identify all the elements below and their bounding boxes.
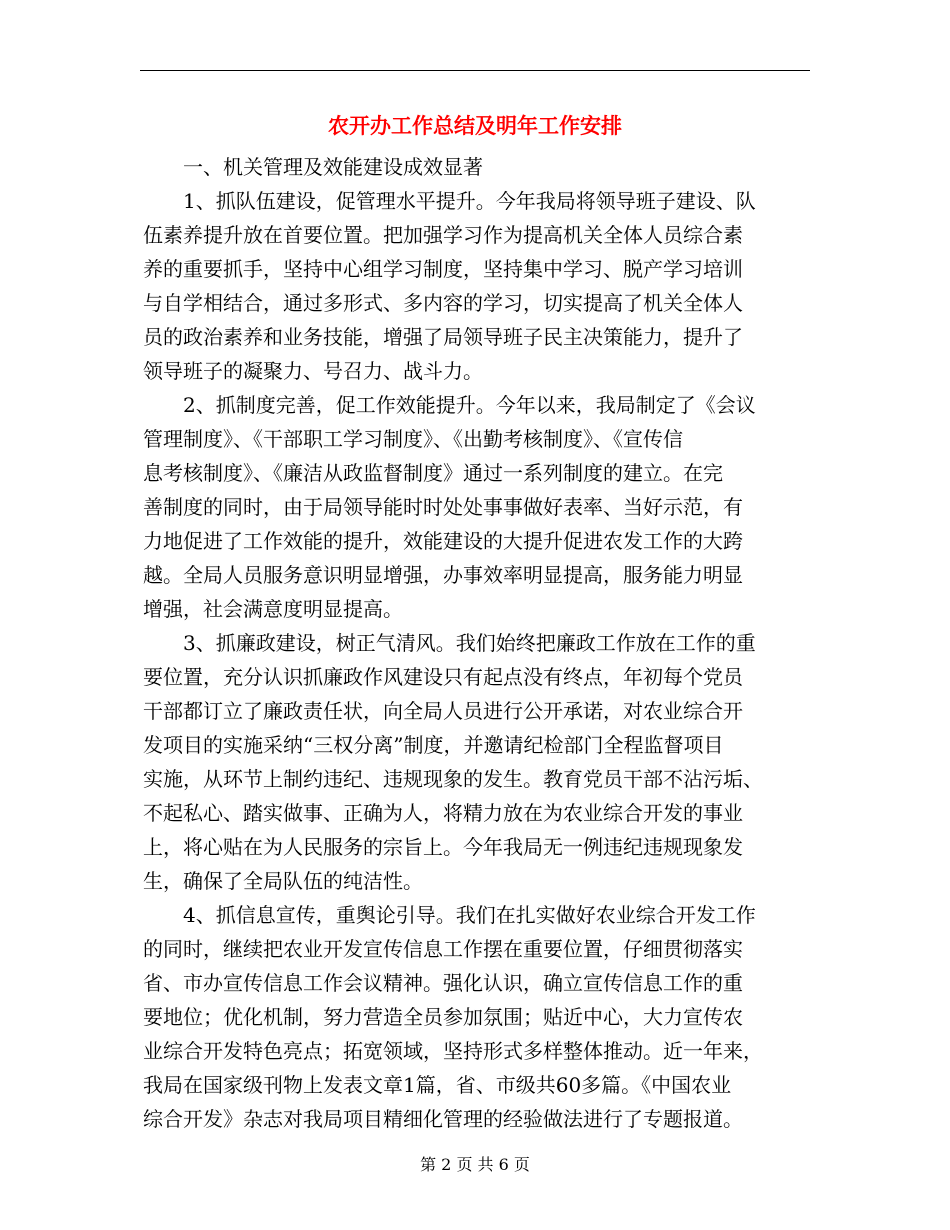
paragraph-line: 省、市办宣传信息工作会议精神。强化认识，确立宣传信息工作的重 xyxy=(143,971,743,995)
paragraph-line: 员的政治素养和业务技能，增强了局领导班子民主决策能力，提升了 xyxy=(143,325,743,349)
paragraph-line: 发项目的实施采纳“三权分离”制度，并邀请纪检部门全程监督项目 xyxy=(143,733,724,757)
paragraph-line: 力地促进了工作效能的提升，效能建设的大提升促进农发工作的大跨 xyxy=(143,529,743,553)
header-rule xyxy=(140,70,810,71)
paragraph-line: 上，将心贴在为人民服务的宗旨上。今年我局无一例违纪违规现象发 xyxy=(143,835,743,859)
paragraph-line: 要位置，充分认识抓廉政作风建设只有起点没有终点，年初每个党员 xyxy=(143,665,743,689)
paragraph xyxy=(143,626,811,898)
paragraph-line: 与自学相结合，通过多形式、多内容的学习，切实提高了机关全体人 xyxy=(143,291,743,315)
paragraph-line: 息考核制度》、《廉洁从政监督制度》通过一系列制度的建立。在完 xyxy=(143,461,723,485)
paragraph-list xyxy=(143,184,811,1136)
paragraph-line: 实施，从环节上制约违纪、违规现象的发生。教育党员干部不沾污垢、 xyxy=(143,767,763,791)
section-heading: 一、机关管理及效能建设成效显著 xyxy=(183,155,483,179)
paragraph-line: 的同时，继续把农业开发宣传信息工作摆在重要位置，仔细贯彻落实 xyxy=(143,937,743,961)
paragraph-line: 伍素养提升放在首要位置。把加强学习作为提高机关全体人员综合素 xyxy=(143,223,743,247)
paragraph-line: 4、抓信息宣传，重舆论引导。我们在扎实做好农业综合开发工作 xyxy=(183,903,756,927)
paragraph-line: 生，确保了全局队伍的纯洁性。 xyxy=(143,869,423,893)
paragraph-line: 3、抓廉政建设，树正气清风。我们始终把廉政工作放在工作的重 xyxy=(183,631,756,655)
paragraph-line: 干部都订立了廉政责任状，向全局人员进行公开承诺，对农业综合开 xyxy=(143,699,743,723)
paragraph xyxy=(143,184,811,388)
document-body xyxy=(143,150,811,1136)
paragraph xyxy=(143,388,811,626)
paragraph-line: 我局在国家级刊物上发表文章1篇，省、市级共60多篇。《中国农业 xyxy=(143,1073,732,1097)
paragraph-line: 1、抓队伍建设，促管理水平提升。今年我局将领导班子建设、队 xyxy=(183,189,756,213)
document-title: 农开办工作总结及明年工作安排 xyxy=(328,113,622,138)
paragraph-line: 管理制度》、《干部职工学习制度》、《出勤考核制度》、《宣传信 xyxy=(143,427,683,451)
paragraph-line: 领导班子的凝聚力、号召力、战斗力。 xyxy=(143,359,483,383)
paragraph-line: 综合开发》杂志对我局项目精细化管理的经验做法进行了专题报道。 xyxy=(143,1107,743,1131)
paragraph-line: 越。全局人员服务意识明显增强，办事效率明显提高，服务能力明显 xyxy=(143,563,743,587)
paragraph xyxy=(143,898,811,1136)
paragraph-line: 2、抓制度完善，促工作效能提升。今年以来，我局制定了《会议 xyxy=(183,393,756,417)
paragraph-line: 要地位；优化机制，努力营造全员参加氛围；贴近中心，大力宣传农 xyxy=(143,1005,743,1029)
paragraph-line: 不起私心、踏实做事、正确为人，将精力放在为农业综合开发的事业 xyxy=(143,801,743,825)
page-number: 第 2 页 共 6 页 xyxy=(420,1155,530,1174)
paragraph-line: 养的重要抓手，坚持中心组学习制度，坚持集中学习、脱产学习培训 xyxy=(143,257,743,281)
paragraph-line: 增强，社会满意度明显提高。 xyxy=(143,597,403,621)
paragraph-line: 业综合开发特色亮点；拓宽领域，坚持形式多样整体推动。近一年来， xyxy=(143,1039,763,1063)
paragraph-line: 善制度的同时，由于局领导能时时处处事事做好表率、当好示范，有 xyxy=(143,495,743,519)
